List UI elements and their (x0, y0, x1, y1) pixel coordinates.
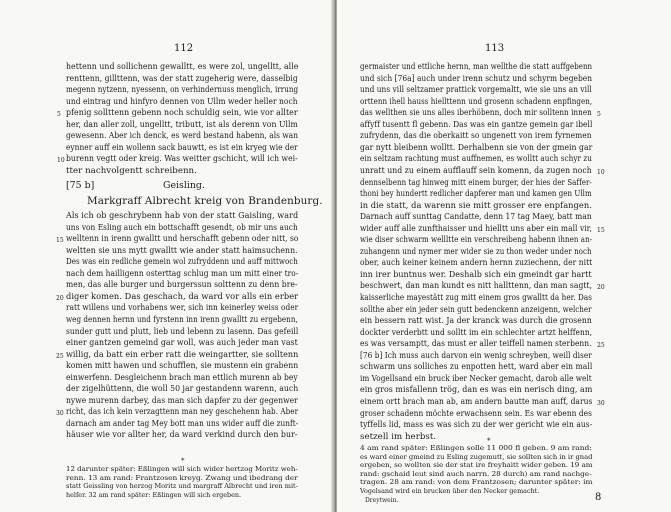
text-line: kaisserliche mayestätt zug mitt einem gros gwalltt da her. Das (360, 293, 592, 303)
line-number-mark: 20 (56, 294, 64, 302)
text-line: ein gros misfallenn trög, dan es was ein nerisch ding, am (360, 385, 593, 396)
text-line: willig, da batt ein erber ratt die weingartter, sie solltenn (66, 349, 299, 360)
line-number-mark: 15 (56, 237, 64, 245)
line-number-mark: 25 (56, 352, 64, 360)
line-number-mark: 20 (597, 284, 605, 292)
text-line: gewesenn. Aber ich denck, es werd bestand habenn, als wan (66, 131, 299, 142)
text-line: sollthe aber ein jeder sein gutt bedenckenn anzeigenn, welcher (360, 304, 592, 315)
text-line: einer gantzen gemeind gar woll, was auch jeder man vast (66, 338, 298, 349)
text-line: uns von Esling auch ein bottschafft gesendt, ob mir uns auch (66, 222, 298, 233)
text-line: das wellthen sie uns alles iberhöbenn, doch mir solltenn innen (360, 108, 592, 119)
text-line: nywe murenn darbey, das man sich dapfer zu der gegenwer (66, 395, 298, 406)
text-line: richt, das ich kein verzagttenn man ney geschehenn hab. Aber (66, 407, 299, 418)
text-line: eynner auff ein wollenn sack bauwtt, es ist ein kryeg wie der (66, 142, 298, 153)
text-line: ein bessern ratt wist. Ja der kranck was durch die grosenn (360, 316, 592, 327)
text-line: Als ich ob geschrybenn hab von der statt Gaisling, ward (66, 211, 299, 221)
text-line: Des was ein redliche gemein wol zufryddenn und auff mittwoch (66, 257, 298, 268)
text-line: schwarm uns solliches zu enpotten hett, ward aber ein mall (360, 362, 593, 373)
line-number-mark: 10 (597, 168, 605, 176)
text-line: tter nachvolgentt schreibenn. (66, 165, 197, 176)
text-line: wider auff alle zunfthaisser und hielltt uns aber ein mall vir, (360, 223, 592, 234)
text-line: ober, auch keiner keinem andern hernn zuziechenn, der nitt (360, 258, 593, 269)
text-line: tyffells lid, mass es was sich zu der wer gericht wie ein aus- (360, 420, 593, 431)
right-page (337, 0, 671, 512)
text-line: dennselbenn tag hinweg mitt einem burger, der hies der Saffer- (360, 177, 592, 188)
text-line: und uns vill seltzamer prattick vorgemaltt, wie sie uns an vill (360, 85, 592, 96)
text-line: groser schadenn möchte erwachsenn sein. Es war ebenn des (360, 408, 592, 419)
text-line: der zigelhüttenn, die woll 50 jar gestandenn warenn, auch (66, 384, 299, 395)
section-ref: [75 b] (66, 180, 95, 191)
text-line: welltenn in irenn gwalltt und herschafft gebenn oder nitt, so (66, 234, 299, 245)
text-line: unratt und zu einem aufflauff sein komenn, da zugen noch (360, 165, 592, 176)
line-number-mark: 5 (597, 111, 601, 119)
text-line: es was versamptt, das must er aller teiffell namen sterbenn. (360, 339, 592, 350)
page-number-right: 113 (485, 43, 505, 54)
line-number-mark: 10 (57, 157, 65, 165)
text-line: statt Geissling von herzog Moritz und margraff Albrecht und iren mit- (66, 482, 298, 490)
text-line: pfenig sollttenn gebenn noch schuldig sein, wie vor allter (66, 108, 298, 119)
footnote-separator-right: * (487, 437, 491, 445)
text-line: und eintrag und hinfyro dennen von Ullm weder heller noch (66, 96, 298, 107)
text-line: renttenn, gillttenn, was der statt zugeherig were, dasselbig (66, 73, 298, 84)
footnote-separator-left: * (181, 457, 185, 465)
text-line: in die statt, da warenn sie mitt grosser ere enpfangen. (360, 200, 592, 211)
text-line: häuser wie vor allter her, da ward verkind durch den bur- (66, 430, 298, 441)
text-line: Vogelsand wird ein brucken über den Necker gemacht. (360, 486, 540, 495)
text-line: her, dan aller zoll, ungelltt, tributt, ist als derenn von Ullm (66, 119, 298, 130)
text-line: orttenn ihell hauss hiellttenn und grosenn schadenn enpfingen, (360, 96, 593, 107)
text-line: einwerfenn. Desgleichenn brach man ettlich murenn ab bey (66, 372, 298, 383)
text-line: rand: gschaid leut sind auch narrn. 28 durch) am rand nachge- (360, 469, 592, 478)
text-line: sunder gutt und plutt, lieb und lebenn zu lasenn. Das gefeill (66, 326, 299, 337)
text-line: [76 b] Ich muss auch darvon ein wenig schreyben, weill diser (360, 350, 592, 361)
text-line: 4 am rand später: Eßlingen solle 11 000 fl geben. 9 am rand: (360, 444, 592, 452)
line-number-mark: 30 (56, 410, 64, 418)
text-line: germaister und ettliche hernn, man wellthe die statt auffgebenn (360, 62, 593, 72)
text-line: ergeben, so wollten sie der stat ire freyhaitt wider geben. 19 am (360, 461, 593, 469)
text-line: gar nytt bleibenn wolltt. Derhalbenn sie von der gmein gar (360, 142, 593, 153)
text-line: renn. 13 am rand: Frantzosen kreyg. Zwang und ibedrang der (66, 473, 298, 482)
text-line: beschwert, dan man kundt es nitt hallttenn, dan man sagtt, (360, 281, 593, 292)
section-title: Markgraff Albrecht kreig von Brandenburg. (87, 195, 323, 207)
text-line: darnach am ander tag Mey bott man uns wider auff die zunft- (66, 418, 299, 429)
text-line: 12 darunter später: Eßlingen will sich wider hertzog Moritz weh- (66, 465, 298, 473)
page-number-left: 112 (174, 43, 194, 54)
text-line: setzell im herbst. (360, 431, 437, 442)
section-place: Geisling. (163, 180, 205, 191)
text-line: nach dem hailligenn osterttag schlug man um mitt einer tro- (66, 268, 299, 279)
text-line: zuhangenn und nymer mer wider sie zu thon weder under noch (360, 246, 592, 257)
text-line: ratt willens und vorhabens wer, sich inn keinerley weiss oder (66, 303, 299, 314)
line-number-mark: 25 (597, 342, 605, 350)
text-line: thoni bey hundertt redlicher dapferer man und kamen gen Ullm (360, 189, 592, 200)
text-line: megenn nytzenn, nyessenn, on verhindernuss menglich, irrung (66, 85, 299, 96)
text-line: komen mitt hawen und schufflen, sie mustenn ein grabenn (66, 361, 299, 372)
text-line: diger komen. Das geschach, da ward vor alls ein erber (66, 291, 299, 302)
text-line: einem ortt brach man ab, am andern bautte man auff, darus (360, 396, 593, 407)
line-number-mark: 15 (597, 226, 605, 234)
text-line: tragen. 28 am rand: von dem Frantzosen; darunter später: im (360, 478, 593, 486)
text-line: und sich [76a] auch under irenn schutz und schyrm begeben (360, 73, 593, 84)
text-line: weg dennen hernn und fyrstenn inn irenn gwalltt zu ergebenn, (66, 314, 298, 325)
text-line: im Vogellsand ein bruck iber Necker gemacht, darob alle welt (360, 373, 592, 384)
line-number-mark: 30 (597, 399, 605, 407)
text-line: men, das alle burger und burgerssun solttenn zu denn bre- (66, 280, 298, 291)
text-line: burenn vegtt oder kreig. Was weitter gschicht, will ich wei- (66, 154, 298, 165)
text-line: helfer. 32 am rand später: Eßlingen will sich ergeben. (66, 490, 242, 499)
text-line: affyff tusentt fl gebenn. Das was ein gantze gemein gar ibell (360, 119, 593, 130)
text-line: Darnach auff sunttag Candatte, denn 17 tag Maey, batt man (360, 212, 592, 223)
sheet-number: 8 (595, 492, 602, 503)
text-line: weltten sie uns mytt gwalltt wie ander statt haimsuchenn. (66, 245, 298, 256)
signature-mark: Dreytwein. (365, 497, 399, 504)
line-number-mark: 5 (57, 111, 61, 119)
text-line: ein seltzam rachtung must auffnemen, es wolltt auch schyr zu (360, 154, 592, 165)
text-line: wie diser schwarm wellltte ein verschreibeng habenn ihnen an- (360, 235, 593, 246)
left-page (0, 0, 334, 512)
text-line: zufrydenn, das die oberkaitt so ungenett von irem fyrnemen (360, 131, 592, 142)
text-line: inn irer buntnus wer. Deshalb sich ein gmeindt gar hartt (360, 269, 592, 280)
text-line: es ward einer gmeind zu Esling zugemutt, sie sollten sich in ir gnad (360, 452, 593, 461)
text-line: dockter verderbtt und solltt im ein schlechter artzt helffenn, (360, 327, 593, 338)
text-line: hettenn und sollichenn gewalltt, es were zol, ungelltt, alle (66, 62, 299, 72)
